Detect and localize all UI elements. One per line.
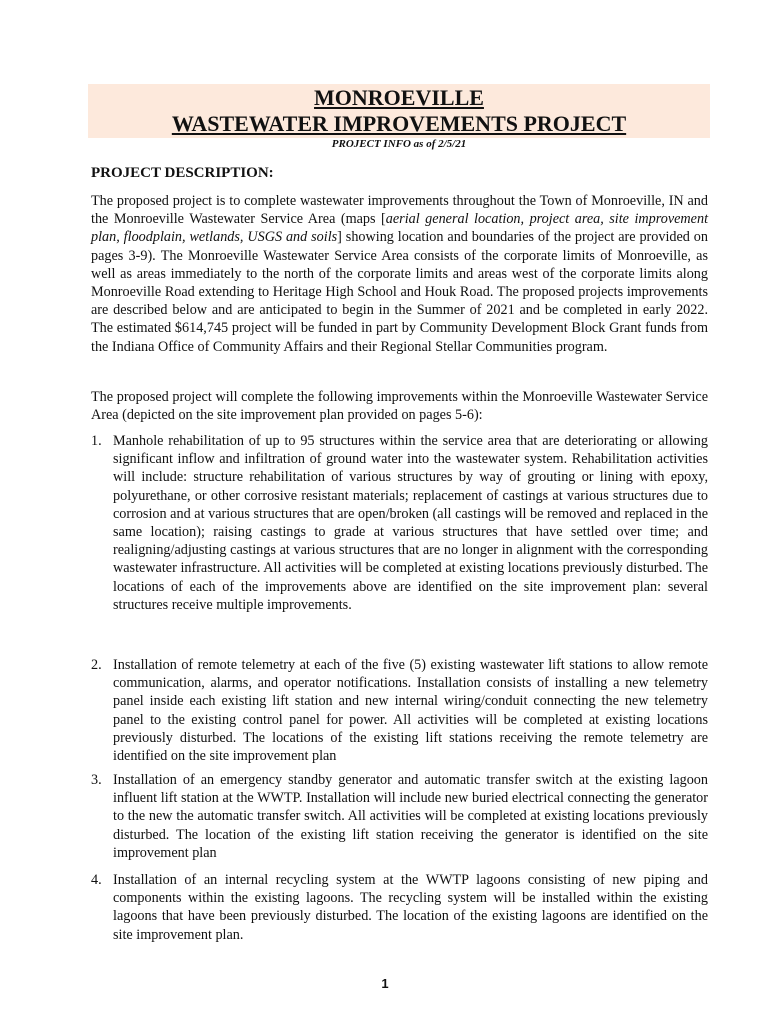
list-item: [91, 656, 708, 765]
list-item-text: Manhole rehabilitation of up to 95 structures within the service area that are deteriorating or allowing significant inflow and infiltration of ground water into the wastewater system. Rehabilitation activities will include: structure rehabilitation of various structures by way of grouting or lining with epoxy, polyurethane, or other corrosive resistant materials; replacement of castings at various structures due to corrosion and at various structures that are open/broken (all castings will be removed and replaced in the same location); raising castings to grade at various structures that have settled over time; and realigning/adjusting castings at various structures that are no longer in alignment with the corresponding wastewater infrastructure. All activities will be completed at existing locations previously disturbed. The locations of each of the improvements above are identified on the site improvement plan: several structures receive multiple improvements.: [113, 433, 708, 613]
paragraph1-part2: ] showing location and boundaries of the project are provided on pages 3-9). The Monroeville Wastewater Service Area consists of the corporate limits of Monroeville, as well as areas immediately to the north of the corporate limits and areas west of the corporate limits along Monroeville Road extending to Heritage High School and Houk Road. The proposed projects improvements are described below and are anticipated to begin in the Summer of 2021 and be completed in early 2022. The estimated $614,745 project will be funded in part by Community Development Block Grant funds from the Indiana Office of Community Affairs and their Regional Stellar Communities program.: [91, 229, 708, 355]
maps-list: aerial general location, project area, site improvement plan, floodplain, wetlands, USGS and soils: [91, 211, 709, 246]
project-info-date: PROJECT INFO as of 2/5/21: [331, 138, 467, 150]
list-item-text: Installation of remote telemetry at each of the five (5) existing wastewater lift stations to allow remote communication, alarms, and operator notifications. Installation consists of installing a new telemetry panel inside each existing lift station and new internal wiring/conduit connecting the new telemetry panel to the existing control panel for power. All activities will be completed at existing locations previously disturbed. The locations of the existing lift stations receiving the remote telemetry are identified on the site improvement plan: [113, 657, 708, 765]
title-line-1: MONROEVILLE: [314, 85, 484, 110]
title-banner: [88, 84, 710, 138]
project-description-paragraph: [91, 192, 708, 356]
list-item-text: Installation of an emergency standby generator and automatic transfer switch at the existing lagoon influent lift station at the WWTP. Installation will include new buried electrical connecting the generator to the new the automatic transfer switch. All activities will be completed at existing locations previously disturbed. The location of the existing lift station receiving the generator is identified on the site improvement plan: [113, 772, 708, 861]
list-item-text: Installation of an internal recycling system at the WWTP lagoons consisting of new piping and components within the existing lagoons. The recycling system will be installed within the existing lagoons that have been previously disturbed. The location of the existing lagoons are identified on the site improvement plan.: [113, 872, 708, 943]
list-item: [91, 771, 708, 862]
list-item-number: 1.: [91, 433, 102, 449]
paragraph1-part1: The proposed project is to complete wastewater improvements throughout the Town of Monroeville, IN and the Monroeville Wastewater Service Area (maps [: [91, 193, 708, 228]
list-item: [91, 432, 708, 614]
list-item: [91, 871, 708, 944]
list-item-number: 2.: [91, 657, 102, 673]
list-item-number: 4.: [91, 872, 102, 888]
page-number: 1: [381, 976, 389, 991]
improvements-intro-paragraph: The proposed project will complete the following improvements within the Monroeville Wastewater Service Area (depicted on the site improvement plan provided on pages 5-6):: [91, 389, 708, 424]
list-item-number: 3.: [91, 772, 102, 788]
title-line-2: WASTEWATER IMPROVEMENTS PROJECT: [171, 111, 627, 136]
section-heading: PROJECT DESCRIPTION:: [91, 165, 274, 181]
